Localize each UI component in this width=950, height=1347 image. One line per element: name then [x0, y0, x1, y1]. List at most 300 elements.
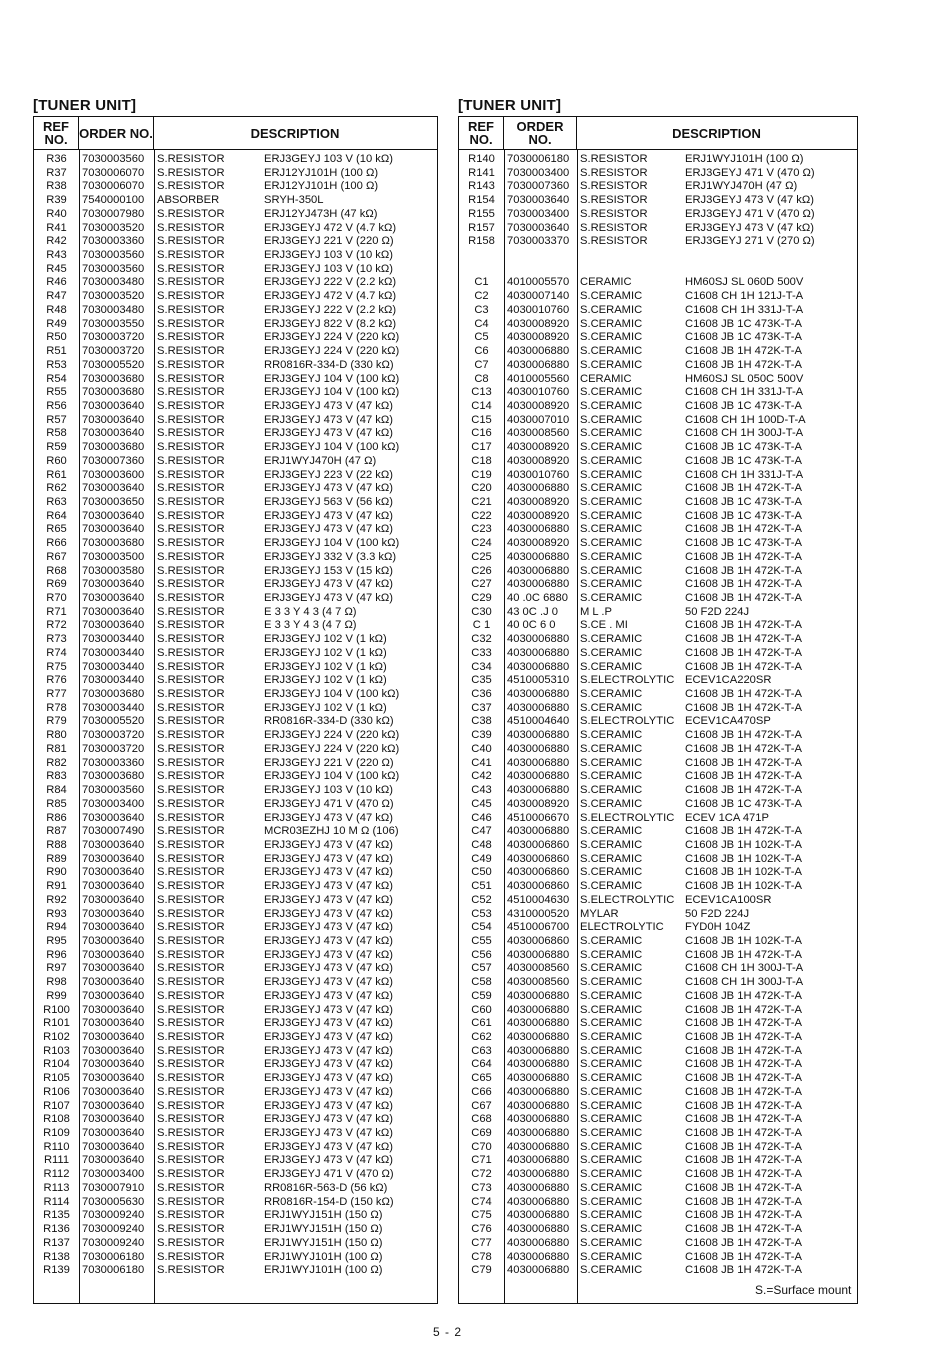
part-type: S.RESISTOR [157, 1236, 225, 1249]
table-row [459, 400, 857, 414]
ref-no: R109 [43, 1127, 70, 1140]
table-row [34, 359, 437, 373]
ref-no: R98 [46, 976, 67, 989]
part-number: ERJ12YJ101H (100 Ω) [264, 180, 379, 193]
part-number: C1608 CH 1H 300J-T-A [685, 427, 804, 440]
order-no: 7030003640 [82, 1044, 145, 1057]
table-row [34, 839, 437, 853]
table-row [459, 208, 857, 222]
order-no: 7030003640 [82, 1058, 145, 1071]
part-type: S.CERAMIC [580, 976, 643, 989]
table-header [459, 117, 857, 150]
table-row [459, 770, 857, 784]
table-row [459, 276, 857, 290]
table-row [459, 318, 857, 332]
order-no: 4030008920 [507, 331, 570, 344]
part-number: FYD0H 104Z [685, 921, 751, 934]
table-row [34, 1072, 437, 1086]
table-row [459, 619, 857, 633]
table-row [34, 304, 437, 318]
ref-no: C27 [471, 578, 492, 591]
ref-no: C41 [471, 756, 492, 769]
part-type: S.CERAMIC [580, 646, 643, 659]
table-row [459, 1058, 857, 1072]
table-row [459, 194, 857, 208]
order-no: 4030006880 [507, 1044, 570, 1057]
order-no: 7030003680 [82, 770, 145, 783]
table-row [459, 866, 857, 880]
ref-no: C34 [471, 660, 492, 673]
ref-no: R47 [46, 290, 67, 303]
table-row [34, 565, 437, 579]
table-row [34, 1017, 437, 1031]
part-type: S.CERAMIC [580, 701, 643, 714]
part-type: S.RESISTOR [157, 249, 225, 262]
order-no: 4030006860 [507, 852, 570, 865]
part-type: S.CERAMIC [580, 1168, 643, 1181]
part-number: ERJ3GEYJ 473 V (47 kΩ) [264, 1085, 393, 1098]
part-number: ERJ3GEYJ 473 V (47 kΩ) [264, 880, 393, 893]
ref-no: C67 [471, 1099, 492, 1112]
part-type: S.CERAMIC [580, 482, 643, 495]
part-type: S.RESISTOR [157, 509, 225, 522]
table-row [34, 276, 437, 290]
part-type: MYLAR [580, 907, 619, 920]
order-no: 4030006880 [507, 1140, 570, 1153]
part-number: C1608 JB 1H 472K-T-A [685, 1085, 802, 1098]
part-number: C1608 CH 1H 331J-T-A [685, 468, 804, 481]
part-type: S.RESISTOR [157, 852, 225, 865]
ref-no: R96 [46, 948, 67, 961]
table-row [459, 290, 857, 304]
part-type: S.RESISTOR [157, 262, 225, 275]
order-no: 7030003640 [82, 1154, 145, 1167]
order-no: 4030006880 [507, 1209, 570, 1222]
ref-no: C1 [474, 276, 489, 289]
part-type: S.RESISTOR [157, 592, 225, 604]
ref-no: R101 [43, 1017, 70, 1030]
part-type: S.RESISTOR [157, 976, 225, 989]
order-no: 4030006880 [507, 1003, 570, 1016]
order-no: 7030003640 [82, 1099, 145, 1112]
table-row [34, 1251, 437, 1265]
table-row [34, 1113, 437, 1127]
part-number: C1608 JB 1H 472K-T-A [685, 825, 802, 838]
ref-no: R100 [43, 1003, 70, 1016]
table-row [459, 1072, 857, 1086]
table-row [459, 359, 857, 373]
part-type: S.ELECTROLYTIC [580, 715, 675, 728]
table-row [34, 222, 437, 236]
part-number: ERJ3GEYJ 473 V (47 kΩ) [685, 194, 814, 207]
part-type: S.RESISTOR [157, 290, 225, 303]
part-number: ERJ3GEYJ 473 V (47 kΩ) [264, 989, 393, 1002]
ref-no: C29 [471, 592, 492, 604]
part-type: S.CERAMIC [580, 290, 643, 303]
order-no: 4030006880 [507, 1031, 570, 1043]
ref-no: R50 [46, 331, 67, 344]
parts-table [33, 116, 438, 1304]
ref-no: R82 [46, 756, 67, 769]
part-type: S.CERAMIC [580, 934, 643, 947]
order-no: 4030006880 [507, 948, 570, 961]
order-no: 4030010760 [507, 303, 570, 316]
part-number: ERJ3GEYJ 224 V (220 kΩ) [264, 729, 400, 742]
order-no: 4030006880 [507, 1195, 570, 1208]
part-type: S.CERAMIC [580, 866, 643, 879]
ref-no: R107 [43, 1099, 70, 1112]
ref-no: R49 [46, 317, 67, 330]
order-no: 7030003480 [82, 276, 145, 289]
ref-no: R63 [46, 495, 67, 508]
part-number: ERJ3GEYJ 224 V (220 kΩ) [264, 345, 400, 358]
ref-no: R75 [46, 660, 67, 673]
order-no: 7030007490 [82, 825, 145, 838]
table-row [34, 661, 437, 675]
part-number: C1608 JB 1C 473K-T-A [685, 537, 802, 550]
table-row [459, 523, 857, 537]
part-type: S.RESISTOR [157, 578, 225, 591]
order-no: 7030003640 [507, 221, 570, 234]
ref-no: R38 [46, 180, 67, 193]
part-number: C1608 JB 1H 472K-T-A [685, 688, 802, 701]
ref-no: C22 [471, 509, 492, 522]
order-no: 7030003360 [82, 756, 145, 769]
part-number: ECEV 1CA 471P [685, 811, 769, 824]
order-no: 7030003640 [82, 880, 145, 893]
order-no: 4030010760 [507, 386, 570, 399]
part-type: S.CERAMIC [580, 1209, 643, 1222]
part-number: ERJ3GEYJ 473 V (47 kΩ) [264, 1031, 393, 1043]
ref-no: R87 [46, 825, 67, 838]
part-type: S.CERAMIC [580, 660, 643, 673]
part-type: S.CERAMIC [580, 523, 643, 536]
part-type: S.CERAMIC [580, 399, 643, 412]
table-row [459, 235, 857, 249]
table-row [34, 866, 437, 880]
order-no: 40 0C 6 0 [507, 619, 556, 632]
table-row [34, 331, 437, 345]
part-number: ERJ3GEYJ 473 V (47 kΩ) [264, 962, 393, 975]
ref-no: R104 [43, 1058, 70, 1071]
part-type: ELECTROLYTIC [580, 921, 664, 934]
table-row [34, 414, 437, 428]
order-no: 7030007360 [507, 180, 570, 193]
ref-no: R106 [43, 1085, 70, 1098]
order-no: 7030003680 [82, 372, 145, 385]
order-no: 4030006880 [507, 784, 570, 797]
part-type: S.RESISTOR [157, 784, 225, 797]
table-row [34, 674, 437, 688]
part-type: S.CERAMIC [580, 413, 643, 426]
ref-no: R110 [43, 1140, 70, 1153]
order-no: 4010005570 [507, 276, 570, 289]
ref-no: C64 [471, 1058, 492, 1071]
part-number: E 3 3 Y 4 3 (4 7 Ω) [264, 619, 357, 632]
ref-no: R103 [43, 1044, 70, 1057]
order-no: 4030008920 [507, 537, 570, 550]
order-no: 7030003640 [82, 1017, 145, 1030]
ref-no: C16 [471, 427, 492, 440]
table-row [34, 894, 437, 908]
part-type: S.RESISTOR [157, 756, 225, 769]
ref-no: R90 [46, 866, 67, 879]
part-number: C1608 JB 1H 472K-T-A [685, 592, 802, 604]
table-row [34, 578, 437, 592]
table-row [459, 304, 857, 318]
footnote: S.=Surface mount [755, 1283, 852, 1297]
part-number: C1608 JB 1H 472K-T-A [685, 1154, 802, 1167]
ref-no: C26 [471, 564, 492, 577]
ref-no: C76 [471, 1223, 492, 1236]
table-row [459, 180, 857, 194]
order-no: 7030003550 [82, 317, 145, 330]
table-row [459, 647, 857, 661]
part-type: S.RESISTOR [157, 153, 225, 165]
ref-no: R113 [43, 1181, 70, 1194]
part-number: ERJ12YJ101H (100 Ω) [264, 166, 379, 179]
order-no: 7030003640 [82, 1140, 145, 1153]
ref-no: R54 [46, 372, 67, 385]
part-type: S.RESISTOR [580, 221, 648, 234]
part-type: S.RESISTOR [157, 825, 225, 838]
part-type: S.CERAMIC [580, 1099, 643, 1112]
order-no: 7030003640 [82, 921, 145, 934]
order-no: 7030003680 [82, 441, 145, 454]
ref-no: R105 [43, 1072, 70, 1085]
ref-no: C65 [471, 1072, 492, 1085]
table-row [34, 386, 437, 400]
part-type: S.RESISTOR [157, 207, 225, 220]
ref-no: C5 [474, 331, 489, 344]
part-number: C1608 JB 1H 102K-T-A [685, 852, 802, 865]
order-no: 4510004640 [507, 715, 570, 728]
part-type: S.RESISTOR [157, 934, 225, 947]
part-number: C1608 JB 1C 473K-T-A [685, 331, 802, 344]
part-number: ERJ3GEYJ 473 V (47 kΩ) [264, 1154, 393, 1167]
part-type: S.RESISTOR [157, 1127, 225, 1140]
table-row [459, 1237, 857, 1251]
part-type: S.CERAMIC [580, 1264, 643, 1277]
table-row [459, 1045, 857, 1059]
order-no: 7030003440 [82, 660, 145, 673]
order-no: 7030003640 [82, 578, 145, 591]
ref-no: R138 [43, 1250, 70, 1263]
order-no: 4030006880 [507, 1168, 570, 1181]
ref-no: R137 [43, 1236, 70, 1249]
table-row [459, 1209, 857, 1223]
order-no: 7030006180 [82, 1250, 145, 1263]
part-number: ERJ1WYJ101H (100 Ω) [685, 153, 804, 165]
ref-no: C15 [471, 413, 492, 426]
table-row [34, 976, 437, 990]
part-number: C1608 JB 1H 472K-T-A [685, 742, 802, 755]
table-row [459, 784, 857, 798]
part-number: C1608 JB 1H 102K-T-A [685, 880, 802, 893]
part-type: S.RESISTOR [157, 1209, 225, 1222]
order-no: 7030003720 [82, 331, 145, 344]
part-number: C1608 JB 1H 472K-T-A [685, 633, 802, 646]
order-no: 4030006880 [507, 1236, 570, 1249]
part-number: C1608 JB 1C 473K-T-A [685, 441, 802, 454]
part-number: C1608 JB 1C 473K-T-A [685, 509, 802, 522]
ref-no: C59 [471, 989, 492, 1002]
order-no: 7030006180 [507, 153, 570, 165]
table-row [34, 853, 437, 867]
order-no: 4030006880 [507, 825, 570, 838]
part-type: S.CERAMIC [580, 852, 643, 865]
part-type: S.RESISTOR [580, 166, 648, 179]
table-header [34, 117, 437, 150]
part-type: S.CERAMIC [580, 688, 643, 701]
part-type: S.RESISTOR [157, 633, 225, 646]
table-row [459, 565, 857, 579]
table-body [459, 150, 857, 1303]
part-type: S.RESISTOR [157, 550, 225, 563]
table-row [459, 633, 857, 647]
order-no: 4030006880 [507, 1264, 570, 1277]
part-number: C1608 JB 1H 472K-T-A [685, 756, 802, 769]
order-no: 7030003680 [82, 688, 145, 701]
ref-no: R112 [43, 1168, 70, 1181]
part-type: S.CERAMIC [580, 1195, 643, 1208]
part-number: C1608 JB 1H 472K-T-A [685, 770, 802, 783]
part-type: S.RESISTOR [157, 523, 225, 536]
part-type: S.CERAMIC [580, 1250, 643, 1263]
part-type: S.CERAMIC [580, 825, 643, 838]
order-no: 7030003640 [82, 962, 145, 975]
part-number: HM60SJ SL 060D 500V [685, 276, 804, 289]
part-type: S.RESISTOR [157, 303, 225, 316]
ref-no: C45 [471, 797, 492, 810]
order-no: 7030003640 [82, 1127, 145, 1140]
table-row [34, 784, 437, 798]
part-type: S.CERAMIC [580, 592, 643, 604]
ref-no: R111 [43, 1154, 70, 1167]
part-type: S.RESISTOR [157, 811, 225, 824]
part-number: ERJ3GEYJ 103 V (10 kΩ) [264, 153, 393, 165]
part-type: S.RESISTOR [157, 358, 225, 371]
table-row [34, 1237, 437, 1251]
ref-no: C17 [471, 441, 492, 454]
ref-no: R139 [43, 1264, 70, 1277]
order-no: 4030006880 [507, 633, 570, 646]
part-type: S.RESISTOR [157, 770, 225, 783]
part-number: C1608 JB 1H 102K-T-A [685, 838, 802, 851]
ref-no: R77 [46, 688, 67, 701]
order-no: 7030003680 [82, 386, 145, 399]
part-number: E 3 3 Y 4 3 (4 7 Ω) [264, 605, 357, 618]
part-type: S.RESISTOR [157, 1099, 225, 1112]
order-no: 7030003720 [82, 742, 145, 755]
order-no: 7030003640 [82, 399, 145, 412]
table-row [34, 1264, 437, 1278]
part-number: RR0816R-334-D (330 kΩ) [264, 715, 394, 728]
table-row [459, 222, 857, 236]
table-row [459, 455, 857, 469]
order-no: 4030010760 [507, 468, 570, 481]
ref-no: R97 [46, 962, 67, 975]
part-number: ERJ3GEYJ 473 V (47 kΩ) [264, 866, 393, 879]
part-number: C1608 JB 1H 472K-T-A [685, 1140, 802, 1153]
part-number: ERJ3GEYJ 473 V (47 kΩ) [264, 976, 393, 989]
part-number: ERJ3GEYJ 472 V (4.7 kΩ) [264, 290, 397, 303]
part-number: C1608 JB 1H 472K-T-A [685, 1058, 802, 1071]
ref-no: C39 [471, 729, 492, 742]
part-number: ERJ3GEYJ 221 V (220 Ω) [264, 235, 394, 248]
table-row [459, 1031, 857, 1045]
order-no: 4030008920 [507, 399, 570, 412]
ref-no: C48 [471, 838, 492, 851]
order-no: 7030003560 [82, 249, 145, 262]
order-no: 4030006880 [507, 482, 570, 495]
part-number: C1608 JB 1H 472K-T-A [685, 1003, 802, 1016]
table-row [34, 180, 437, 194]
part-type: S.ELECTROLYTIC [580, 893, 675, 906]
part-number: ERJ1WYJ151H (150 Ω) [264, 1236, 383, 1249]
part-number: ERJ3GEYJ 473 V (47 kΩ) [264, 1044, 393, 1057]
part-number: ERJ3GEYJ 102 V (1 kΩ) [264, 633, 387, 646]
part-type: S.RESISTOR [157, 1250, 225, 1263]
part-number: C1608 JB 1H 472K-T-A [685, 1072, 802, 1085]
part-number: ERJ3GEYJ 473 V (47 kΩ) [264, 1140, 393, 1153]
part-type: S.CERAMIC [580, 948, 643, 961]
table-row [459, 1141, 857, 1155]
ref-no: R79 [46, 715, 67, 728]
part-number: ECEV1CA470SP [685, 715, 771, 728]
order-no: 7030003640 [82, 976, 145, 989]
ref-no: C55 [471, 934, 492, 947]
part-number: ERJ3GEYJ 104 V (100 kΩ) [264, 688, 400, 701]
order-no: 7030006070 [82, 166, 145, 179]
part-number: C1608 JB 1H 472K-T-A [685, 729, 802, 742]
table-row [34, 743, 437, 757]
order-no: 7030003640 [82, 523, 145, 536]
order-no: 7030003640 [82, 852, 145, 865]
ref-no: C68 [471, 1113, 492, 1126]
part-type: S.CERAMIC [580, 1181, 643, 1194]
order-no: 4030006880 [507, 523, 570, 536]
part-type: S.RESISTOR [157, 235, 225, 248]
table-row [459, 345, 857, 359]
ref-no: R157 [468, 221, 495, 234]
table-row [459, 373, 857, 387]
part-number: ERJ3GEYJ 563 V (56 kΩ) [264, 495, 393, 508]
ref-no: R94 [46, 921, 67, 934]
order-no: 7030007910 [82, 1181, 145, 1194]
ref-no: C21 [471, 495, 492, 508]
ref-no: C50 [471, 866, 492, 879]
header-description: DESCRIPTION [672, 125, 761, 141]
table-row [34, 523, 437, 537]
table-row [34, 510, 437, 524]
part-number: C1608 JB 1H 472K-T-A [685, 1209, 802, 1222]
part-number: ERJ3GEYJ 473 V (47 kΩ) [264, 948, 393, 961]
order-no: 4030006880 [507, 1181, 570, 1194]
part-type: S.CERAMIC [580, 633, 643, 646]
order-no: 7030003720 [82, 345, 145, 358]
table-row [459, 1196, 857, 1210]
ref-no: C70 [471, 1140, 492, 1153]
part-number: C1608 JB 1H 472K-T-A [685, 564, 802, 577]
part-type: S.RESISTOR [157, 413, 225, 426]
table-row [34, 702, 437, 716]
part-type: S.CERAMIC [580, 1072, 643, 1085]
order-no: 7030003480 [82, 303, 145, 316]
order-no: 7030003640 [82, 427, 145, 440]
part-type: S.RESISTOR [157, 386, 225, 399]
ref-no: R136 [43, 1223, 70, 1236]
